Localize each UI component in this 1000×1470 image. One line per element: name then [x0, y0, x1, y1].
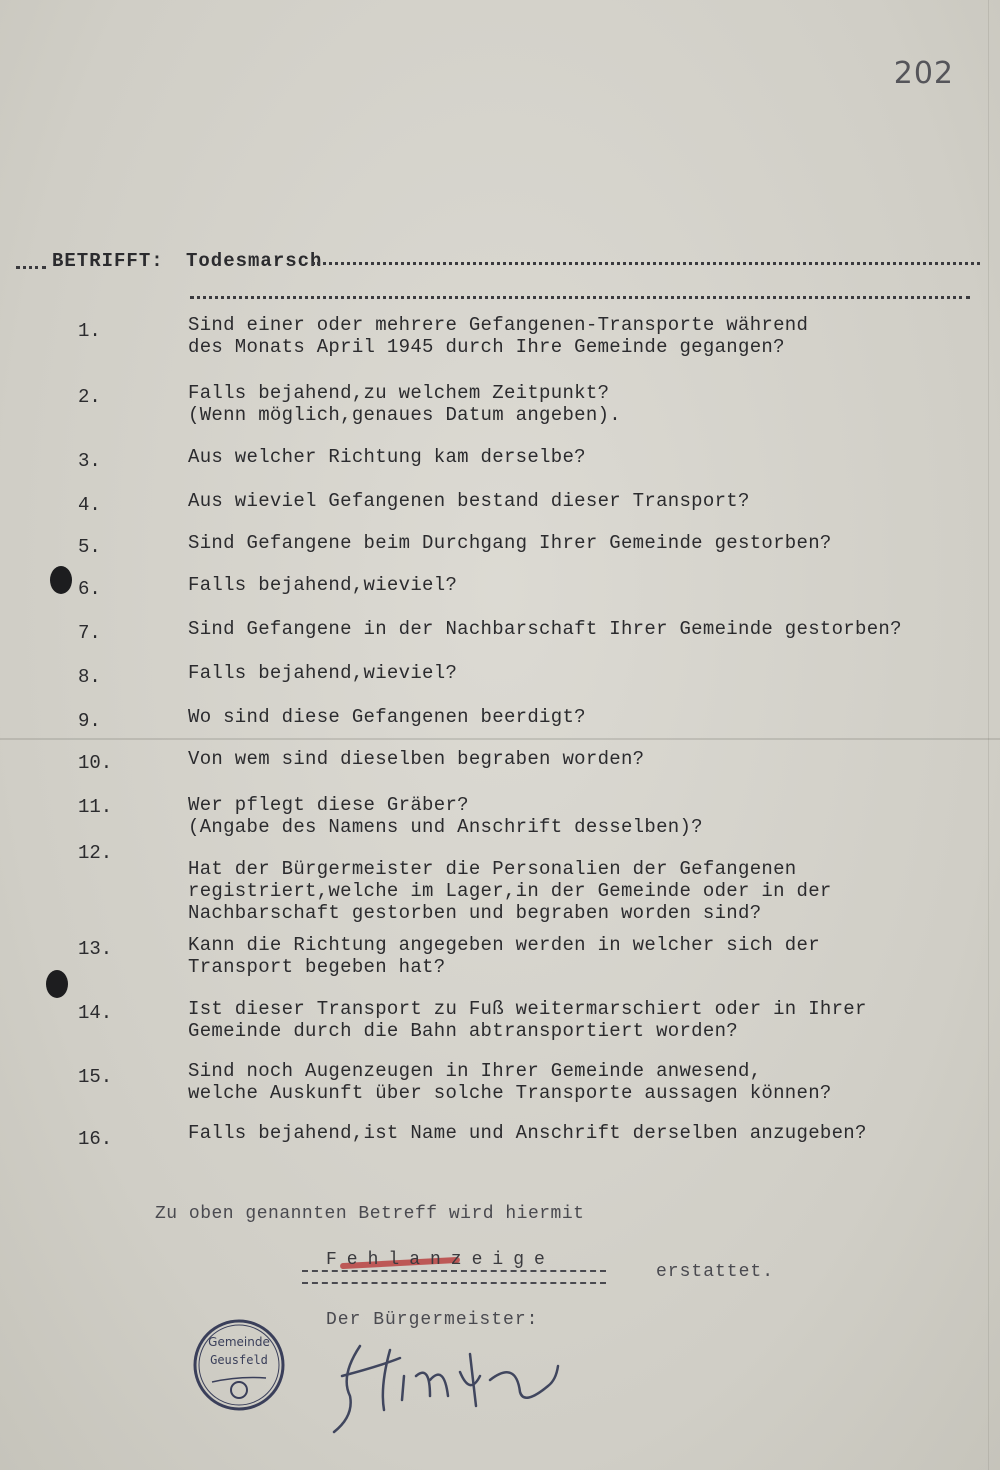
paper-fold [0, 738, 1000, 740]
dotted-line [190, 296, 970, 303]
signatory-label: Der Bürgermeister: [326, 1310, 539, 1330]
question-text: Sind noch Augenzeugen in Ihrer Gemeinde anwesend, welche Auskunft über solche Transporte aussagen können? [188, 1060, 832, 1104]
question-text: Ist dieser Transport zu Fuß weitermarschiert oder in Ihrer Gemeinde durch die Bahn abtransportiert worden? [188, 998, 867, 1042]
punch-hole [46, 970, 68, 998]
question-number: 3. [78, 450, 101, 472]
question-number: 12. [78, 842, 113, 864]
question-text: Falls bejahend,zu welchem Zeitpunkt? (Wenn möglich,genaues Datum angeben). [188, 382, 621, 426]
subject-label: BETRIFFT: [52, 250, 164, 272]
handwritten-signature [320, 1336, 580, 1436]
question-text: Wo sind diese Gefangenen beerdigt? [188, 706, 586, 728]
closing-line: Zu oben genannten Betreff wird hiermit [155, 1204, 585, 1224]
question-number: 9. [78, 710, 101, 732]
question-text: Falls bejahend,wieviel? [188, 574, 458, 596]
response-text: Fehlanzeige [326, 1250, 555, 1270]
question-number: 14. [78, 1002, 113, 1024]
question-number: 16. [78, 1128, 113, 1150]
question-number: 13. [78, 938, 113, 960]
stamp-emblem [231, 1382, 247, 1398]
stamp-line1: Gemeinde [208, 1335, 270, 1349]
stamp-line2: Geusfeld [210, 1353, 268, 1367]
question-number: 10. [78, 752, 113, 774]
punch-hole [50, 566, 72, 594]
question-text: Falls bejahend,ist Name und Anschrift derselben anzugeben? [188, 1122, 867, 1144]
question-number: 15. [78, 1066, 113, 1088]
municipal-stamp [192, 1318, 286, 1412]
question-number: 7. [78, 622, 101, 644]
paper-edge [988, 0, 989, 1470]
question-number: 1. [78, 320, 101, 342]
question-text: Von wem sind dieselben begraben worden? [188, 748, 645, 770]
question-number: 11. [78, 796, 113, 818]
question-number: 6. [78, 578, 101, 600]
question-number: 2. [78, 386, 101, 408]
question-text: Sind Gefangene beim Durchgang Ihrer Gemeinde gestorben? [188, 532, 832, 554]
subject-value: Todesmarsch [186, 250, 323, 272]
question-text: Aus wieviel Gefangenen bestand dieser Transport? [188, 490, 750, 512]
question-number: 4. [78, 494, 101, 516]
question-number: 5. [78, 536, 101, 558]
question-text: Wer pflegt diese Gräber? (Angabe des Namens und Anschrift desselben)? [188, 794, 703, 838]
question-text: Hat der Bürgermeister die Personalien der Gefangenen registriert,welche im Lager,in der Gemeinde oder in der Nachbarschaft gestorben und begraben worden sind? [188, 858, 832, 924]
question-text: Aus welcher Richtung kam derselbe? [188, 446, 586, 468]
response-suffix: erstattet. [656, 1262, 775, 1282]
question-text: Kann die Richtung angegeben werden in welcher sich der Transport begeben hat? [188, 934, 820, 978]
page-number: 202 [893, 56, 954, 91]
question-text: Falls bejahend,wieviel? [188, 662, 458, 684]
dotted-line [312, 262, 980, 269]
question-number: 8. [78, 666, 101, 688]
response-underline [302, 1270, 606, 1284]
question-text: Sind einer oder mehrere Gefangenen-Transporte während des Monats April 1945 durch Ihre Gemeinde gegangen? [188, 314, 809, 358]
question-text: Sind Gefangene in der Nachbarschaft Ihrer Gemeinde gestorben? [188, 618, 902, 640]
